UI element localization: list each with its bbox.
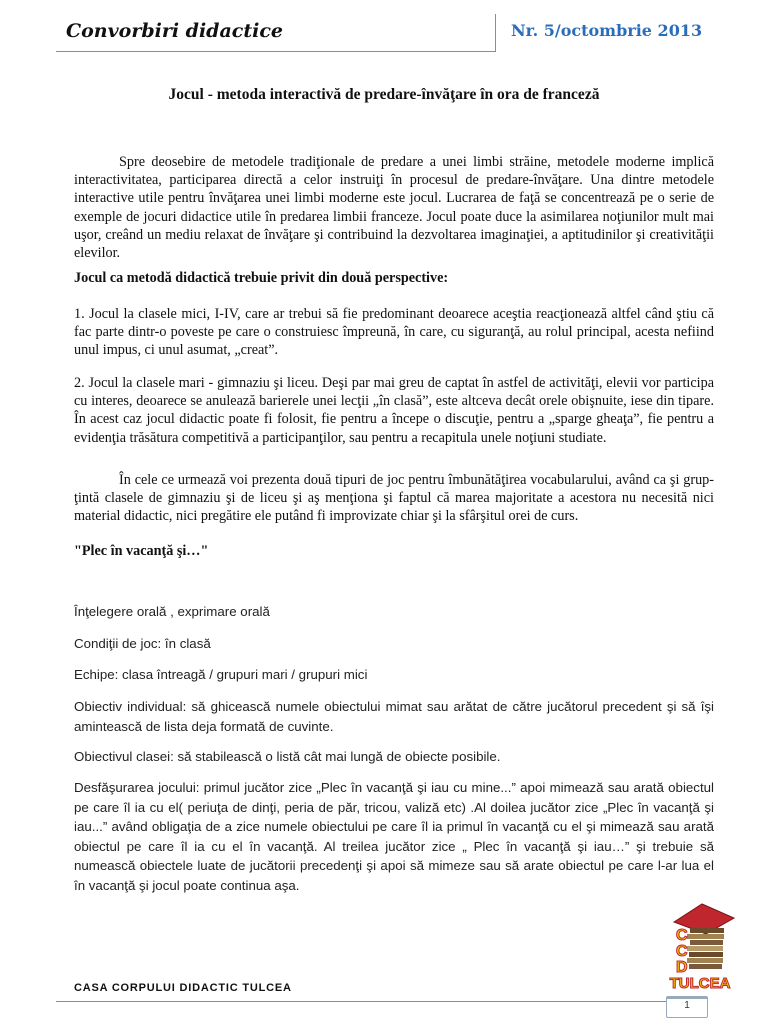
header-vertical-divider <box>495 14 496 52</box>
page-number: 1 <box>684 1000 690 1011</box>
footer-institution: CASA CORPULUI DIDACTIC TULCEA <box>74 982 292 994</box>
game-title: "Plec în vacanţă şi…" <box>74 543 209 559</box>
page-number-box <box>666 996 708 1018</box>
next-section-paragraph: În cele ce urmează voi prezenta două tipuri de joc pentru îmbunătăţirea vocabularului, având ca şi grup-ţintă clasele de gimnaziu şi de liceu şi aş menţiona şi faptul că marea majoritate a acestora nu necesită nici material didactic, nici pregătire ele putând fi improvizate chiar şi la sfârşitul orei de curs. <box>74 472 714 525</box>
issue-number: Nr. 5/octombrie 2013 <box>511 21 703 40</box>
perspectives-heading: Jocul ca metodă didactică trebuie privit din două perspective: <box>74 270 449 286</box>
logo-letter-c2: C <box>676 943 688 960</box>
logo-letter-c1: C <box>676 927 688 944</box>
game-teams: Echipe: clasa întreagă / grupuri mari / grupuri mici <box>74 667 368 682</box>
logo-letter-d: D <box>676 959 688 976</box>
footer-divider <box>56 1001 666 1002</box>
intro-paragraph: Spre deosebire de metodele tradiţionale de predare a unei limbi străine, metodele moderne implică interactivitatea, participarea directă a celor instruiţi în procesul de predare-învăţare. Una dintre metodele interactive utile pentru învăţarea unei limbi moderne este jocul. Lucrarea de faţă se concentrează pe o serie de exemple de jocuri didactice utile în predarea limbii franceze. Jocul poate duce la asimilarea noţiunilor mult mai uşor, creând un mediu relaxat de învăţare şi contribuind la dezvoltarea imaginaţiei, a aptitudinilor şi creativităţii elevilor. <box>74 154 714 262</box>
game-conditions: Condiţii de joc: în clasă <box>74 636 211 651</box>
article-title: Jocul - metoda interactivă de predare-învăţare în ora de franceză <box>168 86 600 103</box>
point-two-paragraph: 2. Jocul la clasele mari - gimnaziu şi liceu. Deşi par mai greu de captat în astfel de activităţi, elevii vor participa cu interes, deoarece se anulează barierele unei lecţii „în clasă”, este altceva decât orele obişnuite, iese din tipare. În acest caz jocul didactic poate fi folosit, fie pentru a începe o discuţie, pentru a „sparge gheaţa”, fie pentru a evidenţia trăsătura competitivă a participanţilor, sau pentru a recapitula unele noţiuni studiate. <box>74 375 714 446</box>
ccd-tulcea-logo <box>654 898 744 990</box>
header-divider <box>56 51 496 52</box>
journal-title: Convorbiri didactice <box>66 20 283 42</box>
game-class-objective: Obiectivul clasei: să stabilească o listă cât mai lungă de obiecte posibile. <box>74 749 501 764</box>
game-skills: Înţelegere orală , exprimare orală <box>74 604 270 619</box>
game-procedure: Desfăşurarea jocului: primul jucător zice „Plec în vacanţă şi iau cu mine...” apoi mimează sau arată obiectul pe care îl ia cu el( periuţa de dinţi, peria de păr, tricou, valiză etc) .Al doilea jucător zice „Plec în vacanţă şi iau...” având obligaţia de a zice numele obiectului pe care îl ia primul în vacanţă cu el şi mimează sau arată obiectul pe care îl ia cu el în vacanţă. Al treilea jucător zice „ Plec în vacanţă şi iau…” şi trebuie să numească obiectele luate de jucătorii precedenţi şi apoi să mimeze sau să arate obiectul pe care l-ar lua el în vacanţă şi jocul poate continua aşa. <box>74 780 714 893</box>
point-one-paragraph: 1. Jocul la clasele mici, I-IV, care ar trebui să fie predominant deoarece aceştia reacţionează altfel când ştiu că fac parte dintr-o poveste pe care o construiesc împreună, în care, cu siguranţă, au rolul principal, acesta nefiind unul impus, ci unul asumat, „creat”. <box>74 306 714 359</box>
logo-text: TULCEA <box>669 975 731 990</box>
game-individual-objective: Obiectiv individual: să ghicească numele obiectului mimat sau arătat de către jucătorul precedent şi să îşi amintească de lista deja formată de cuvinte. <box>74 699 714 734</box>
